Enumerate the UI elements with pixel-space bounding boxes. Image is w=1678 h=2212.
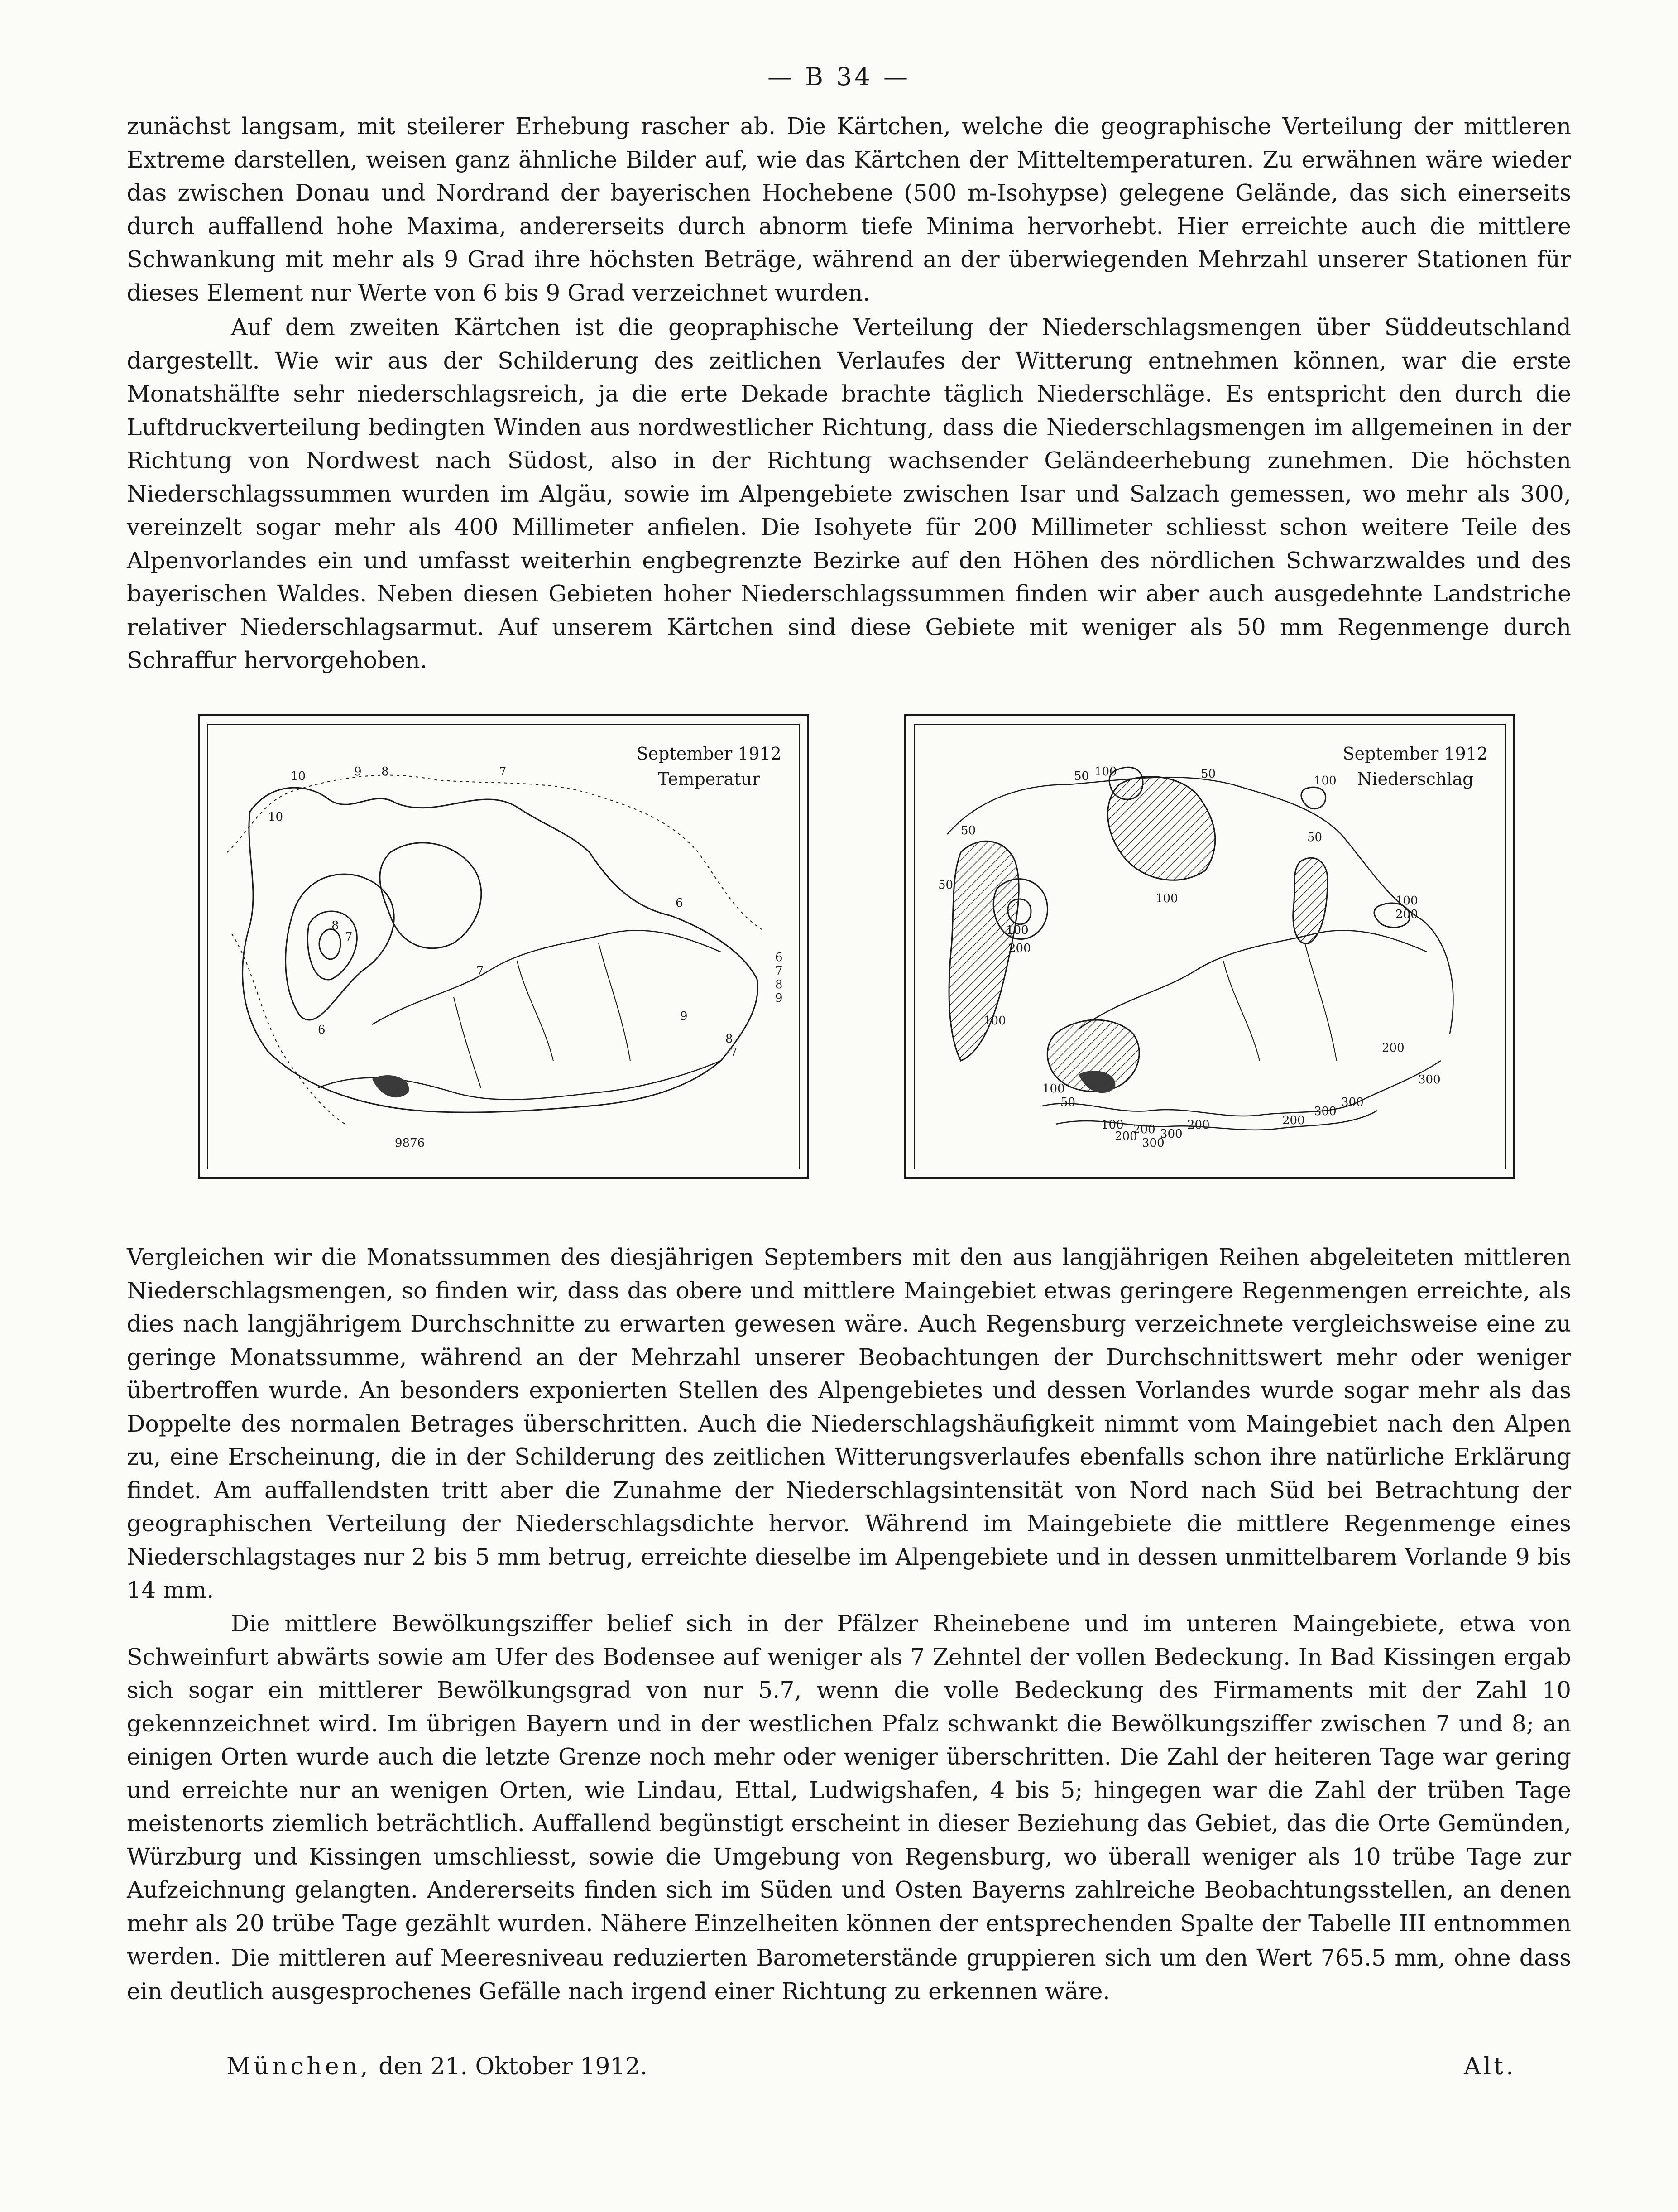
isoline-label: 50: [938, 878, 954, 892]
isoline-label: 6: [775, 951, 783, 964]
signature-place-date: [226, 2051, 647, 2082]
isoline-label: 7: [775, 964, 783, 978]
isoline-label: 100: [1395, 894, 1418, 908]
isohyet-100-ne: [1301, 787, 1326, 809]
river-branch: [517, 961, 553, 1061]
isoline-label: 200: [1282, 1114, 1305, 1127]
border-dotted-2: [232, 934, 345, 1124]
isoline-label: 6: [676, 896, 683, 910]
isoline-label: 300: [1160, 1127, 1183, 1141]
isoline-label: 8: [331, 919, 339, 933]
paragraph-4: Die mittlere Bewölkungsziffer belief sich in der Pfälzer Rheinebene und im unteren Maingebiete, etwa von Schweinfurt abwärts sowie am Ufer des Bodensee auf weniger als 7 Zehntel der vollen Bedeckung. In Bad Kissingen ergab sich sogar ein mittlerer Bewölkungsgrad von nur 5.7, wenn die volle Bedeckung des Firmaments mit der Zahl 10 gekennzeichnet wird. Im übrigen Bayern und in der westlichen Pfalz schwankt die Bewölkungsziffer zwischen 7 und 8; an einigen Orten wurde auch die letzte Grenze noch mehr oder weniger überschritten. Die Zahl der heiteren Tage war gering und erreichte nur an wenigen Orten, wie Lindau, Ettal, Ludwigshafen, 4 bis 5; hingegen war die Zahl der trüben Tage meistenorts ziemlich beträchtlich. Auffallend begünstigt erscheint in dieser Beziehung das Gebiet, das die Orte Gemünden, Würzburg und Kissingen umschliesst, sowie die Umgebung von Regensburg, wo überall weniger als 10 trübe Tage zur Aufzeichnung gelangten. Andererseits finden sich im Süden und Osten Bayerns zahlreiche Beobachtungsstellen, an denen mehr als 20 trübe Tage gezählt wurden. Nähere Einzelheiten können der entsprechenden Spalte der Tabelle III entnommen werden.: [127, 1610, 1571, 1970]
paragraph-5: Die mittleren auf Meeresniveau reduzierten Barometerstände gruppieren sich um den Wert 765.5 mm, ohne dass ein deutlich ausgesprochenes Gefälle nach irgend einer Richtung zu erkennen wäre.: [127, 1944, 1571, 2005]
map-temperature: [198, 714, 809, 1179]
isotherm-8: [380, 843, 481, 948]
isoline-label: 100: [1042, 1082, 1065, 1096]
hatched-area-north: [1108, 777, 1215, 880]
isoline-label: 50: [1201, 767, 1216, 781]
river-branch-2: [1305, 943, 1337, 1061]
signature-date: den 21. Oktober 1912.: [379, 2053, 648, 2080]
signature-author: Alt.: [1464, 2053, 1516, 2080]
isoline-label: 200: [1133, 1123, 1155, 1136]
isoline-label: 200: [1115, 1130, 1137, 1143]
isoline-label: 10: [268, 810, 283, 824]
map-precipitation-month: September 1912: [1342, 744, 1488, 764]
river: [1079, 930, 1427, 1029]
river-branch-3: [454, 997, 481, 1088]
isoline-label: 100: [1094, 765, 1117, 779]
signature-place: München,: [226, 2053, 371, 2080]
isoline-label: 100: [1006, 923, 1029, 937]
isoline-label: 100: [1314, 774, 1337, 788]
hatched-area-east: [1293, 858, 1328, 943]
paragraph-1: zunächst langsam, mit steilerer Erhebung rascher ab. Die Kärtchen, welche die geographische Verteilung der mittleren Extreme darstellen, weisen ganz ähnliche Bilder auf, wie das Kärtchen der Mitteltemperaturen. Zu erwähnen wäre wieder das zwischen Donau und Nordrand der bayerischen Hochebene (500 m-Isohypse) gelegene Gelände, das sich einerseits durch auffallend hohe Maxima, andererseits durch abnorm tiefe Minima hervorhebt. Hier erreichte auch die mittlere Schwankung mit mehr als 9 Grad ihre höchsten Beträge, während an der überwiegenden Mehrzahl unserer Stationen für dieses Element nur Werte von 6 bis 9 Grad verzeichnet wurden.: [127, 113, 1571, 306]
isoline-label: 100: [1155, 892, 1178, 905]
lake: [372, 1075, 409, 1097]
isoline-label: 9: [680, 1010, 688, 1023]
isoline-label: 200: [1382, 1041, 1405, 1055]
isoline-label: 300: [1418, 1073, 1441, 1087]
isoline-label: 7: [730, 1046, 738, 1059]
river-branch-2: [599, 943, 630, 1061]
isoline-label: 10: [291, 769, 306, 783]
isoline-label: 300: [1142, 1136, 1165, 1150]
isoline-label: 50: [961, 824, 976, 837]
isoline-label: 7: [476, 964, 484, 978]
isoline-label: 6: [318, 1023, 326, 1037]
map-precipitation-topic: Niederschlag: [1357, 769, 1474, 789]
isoline-label: 8: [381, 765, 389, 779]
isoline-label: 50: [1060, 1096, 1076, 1109]
isoline-label: 8: [775, 978, 783, 991]
isoline-label: 100: [983, 1014, 1006, 1028]
map-temperature-title: [637, 741, 781, 792]
map-temperature-topic: Temperatur: [657, 769, 761, 789]
isoline-label: 50: [1074, 769, 1089, 783]
isoline-label: 50: [1307, 831, 1323, 844]
isotherm-inner: [319, 929, 340, 959]
isoline-label: 300: [1314, 1105, 1337, 1118]
isoline-label: 8: [725, 1032, 733, 1046]
isoline-label: 200: [1187, 1118, 1210, 1132]
map-precipitation-title: [1343, 741, 1488, 792]
isoline-label: 7: [345, 930, 353, 944]
paragraph-2: Auf dem zweiten Kärtchen ist die geopraphische Verteilung der Niederschlagsmengen über Süddeutschland dargestellt. Wie wir aus der Schilderung des zeitlichen Verlaufes der Witterung entnehmen können, war die erste Monatshälfte sehr niederschlagsreich, ja die erte Dekade brachte täglich Niederschläge. Es entspricht den durch die Luftdruckverteilung bedingten Winden aus nordwestlicher Richtung, dass die Niederschlagsmengen im allgemeinen in der Richtung von Nordwest nach Südost, also in der Richtung wachsender Geländeerhebung zunehmen. Die höchsten Niederschlagssummen wurden im Algäu, sowie im Alpengebiete zwischen Isar und Salzach gemessen, wo mehr als 300, vereinzelt sogar mehr als 400 Millimeter anfielen. Die Isohyete für 200 Millimeter schliesst schon weitere Teile des Alpenvorlandes ein und umfasst weiterhin engbegrenzte Bezirke auf den Höhen des nördlichen Schwarzwaldes und des bayerischen Waldes. Neben diesen Gebieten hoher Niederschlagssummen finden wir aber auch ausgedehnte Landstriche relativer Niederschlagsarmut. Auf unserem Kärtchen sind diese Gebiete mit weniger als 50 mm Regenmenge durch Schraffur hervorgehoben.: [127, 314, 1571, 673]
paragraph-3: Vergleichen wir die Monatssummen des diesjährigen Septembers mit den aus langjährigen Reihen abgeleiteten mittleren Niederschlagsmengen, so finden wir, dass das obere und mittlere Maingebiet etwas geringere Regenmengen erreichte, als dies nach langjährigem Durchschnitte zu erwarten gewesen wäre. Auch Regensburg verzeichnete vergleichsweise eine zu geringe Monatssumme, während an der Mehrzahl unserer Beobachtungen der Durchschnittswert mehr oder weniger übertroffen wurde. An besonders exponierten Stellen des Alpengebietes und dessen Vorlandes wurde sogar mehr als das Doppelte des normalen Betrages überschritten. Auch die Niederschlagshäufigkeit nimmt vom Maingebiet nach den Alpen zu, eine Erscheinung, die in der Schilderung des zeitlichen Witterungsverlaufes ebenfalls schon ihre natürliche Erklärung findet. Am auffallendsten tritt aber die Zunahme der Niederschlagsintensität von Nord nach Süd bei Betrachtung der geographischen Verteilung der Niederschlagsdichte hervor. Während im Maingebiete die mittlere Regenmenge eines Niederschlagstages nur 2 bis 5 mm betrug, erreichte dieselbe im Alpengebiete und in dessen unmittelbarem Vorlande 9 bis 14 mm.: [127, 1244, 1571, 1603]
isoline-label: 100: [1101, 1118, 1124, 1132]
river-branch: [1223, 961, 1260, 1061]
isoline-label: 9: [354, 765, 362, 779]
isoline-label: 300: [1341, 1096, 1364, 1109]
isoline-label: 9876: [395, 1136, 425, 1150]
isoline-label: 200: [1008, 942, 1031, 955]
map-temperature-month: September 1912: [636, 744, 781, 764]
isoline-label: 9: [775, 991, 783, 1005]
isoline-label: 200: [1395, 908, 1418, 921]
river: [372, 930, 721, 1024]
page-number: — B 34 —: [767, 63, 911, 91]
map-precipitation: [904, 714, 1515, 1179]
isoline-label: 7: [499, 765, 507, 779]
